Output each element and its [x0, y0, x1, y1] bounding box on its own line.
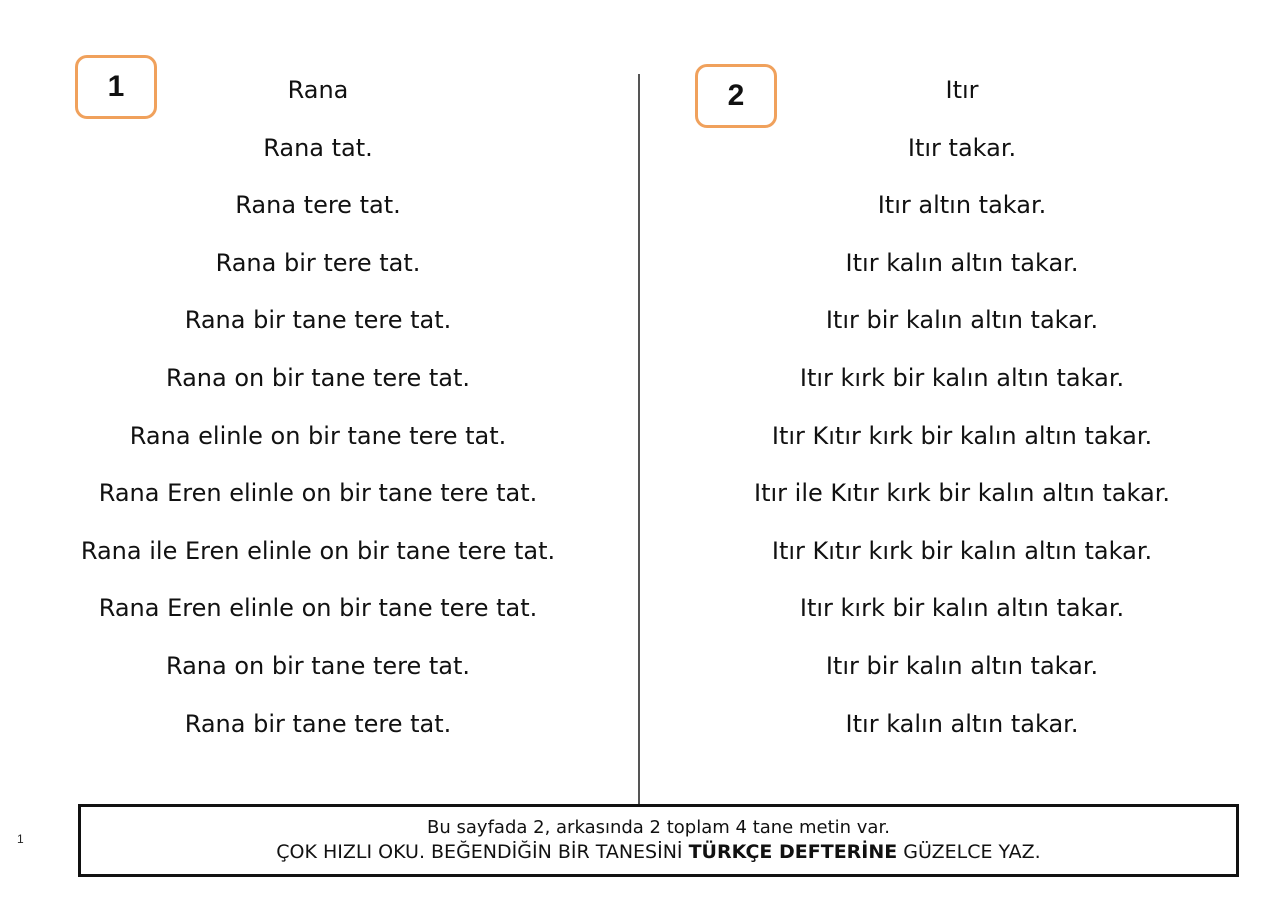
instructions-line-2	[81, 839, 1236, 865]
text-line: Itır takar.	[907, 133, 1017, 162]
text-line: Rana on bir tane tere tat.	[165, 651, 471, 680]
reading-text-column-2	[704, 62, 1220, 753]
text-line: Rana elinle on bir tane tere tat.	[129, 421, 507, 450]
text-line: Rana bir tere tat.	[215, 248, 421, 277]
badge-1-label: 1	[107, 70, 125, 103]
text-line: Itır kırk bir kalın altın takar.	[799, 363, 1125, 392]
text-line: Itır bir kalın altın takar.	[825, 651, 1099, 680]
text-line: Rana Eren elinle on bir tane tere tat.	[98, 479, 538, 508]
instructions-text-end: GÜZELCE YAZ.	[897, 841, 1041, 863]
column-divider	[638, 74, 640, 806]
text-line: Rana on bir tane tere tat.	[165, 363, 471, 392]
text-line: Itır kırk bir kalın altın takar.	[799, 594, 1125, 623]
text-line: Itır ile Kıtır kırk bir kalın altın takar.	[754, 479, 1170, 508]
instructions-text-start: ÇOK HIZLI OKU. BEĞENDİĞİN BİR TANESİNİ	[276, 841, 689, 863]
text-line: Rana bir tane tere tat.	[184, 709, 452, 738]
page-number: 1	[17, 832, 24, 846]
instructions-line-1: Bu sayfada 2, arkasında 2 toplam 4 tane metin var.	[427, 817, 890, 838]
text-line: Itır kalın altın takar.	[845, 248, 1079, 277]
text-line: Rana tere tat.	[235, 191, 401, 220]
text-line: Rana bir tane tere tat.	[184, 306, 452, 335]
text-line: Itır altın takar.	[877, 191, 1047, 220]
text-line: Rana Eren elinle on bir tane tere tat.	[98, 594, 538, 623]
reading-text-column-1	[60, 62, 576, 753]
badge-2-label: 2	[727, 79, 745, 112]
instructions-emphasis: TÜRKÇE DEFTERİNE	[688, 841, 898, 863]
text-line: Rana	[287, 76, 349, 104]
text-line: Itır Kıtır kırk bir kalın altın takar.	[771, 421, 1153, 450]
text-line: Itır bir kalın altın takar.	[825, 306, 1099, 335]
text-line: Itır Kıtır kırk bir kalın altın takar.	[771, 536, 1153, 565]
text-line: Itır	[945, 76, 979, 104]
text-line: Rana ile Eren elinle on bir tane tere tat.	[80, 536, 556, 565]
text-line: Rana tat.	[263, 133, 373, 162]
instructions-box	[78, 804, 1239, 877]
text-line: Itır kalın altın takar.	[845, 709, 1079, 738]
